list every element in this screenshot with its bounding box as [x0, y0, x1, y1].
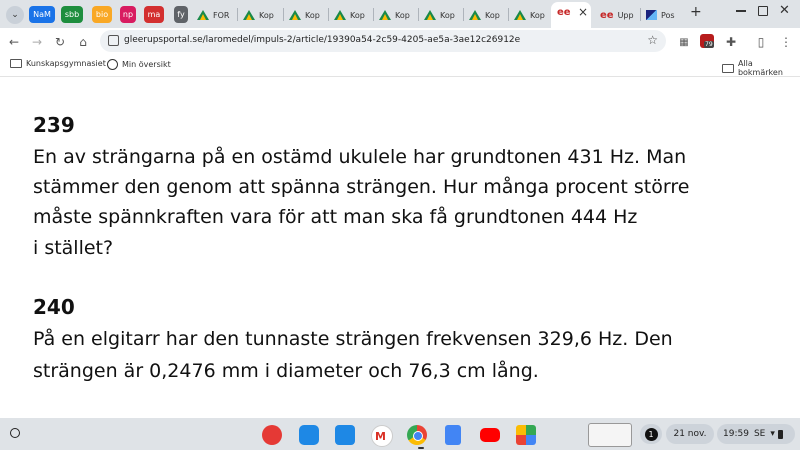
site-favicon-icon [646, 10, 657, 20]
tab-drive-kop-1[interactable]: Kop [243, 4, 274, 26]
tab-drive-kop-4[interactable]: Kop [379, 4, 410, 26]
drive-icon [243, 10, 255, 20]
tab-drive-kop-2[interactable]: Kop [289, 4, 320, 26]
browser-toolbar [0, 28, 800, 54]
tab-separator [237, 8, 238, 21]
tab-upp[interactable]: ee Upp [600, 9, 634, 21]
bookmark-star-icon[interactable]: ☆ [647, 33, 658, 47]
palette-app-icon[interactable] [262, 425, 282, 445]
notification-counter[interactable]: 1 [640, 424, 662, 444]
extension-icon[interactable]: ▦ [679, 36, 689, 48]
pinned-tab-ma[interactable]: ma [144, 6, 164, 23]
running-indicator [418, 447, 424, 449]
youtube-app-icon[interactable] [480, 428, 500, 442]
site-icon [107, 59, 118, 70]
ee-favicon-icon: ee [557, 7, 571, 18]
chrome-app-icon[interactable] [407, 425, 427, 445]
maximize-icon[interactable] [758, 6, 768, 16]
ee-favicon-icon: ee [600, 9, 614, 21]
tab-pos[interactable]: Pos [646, 4, 675, 26]
classroom-app-icon[interactable] [299, 425, 319, 445]
drive-icon [424, 10, 436, 20]
date-tray[interactable]: 21 nov. [666, 424, 714, 444]
drive-icon [469, 10, 481, 20]
tab-separator [640, 8, 641, 21]
tab-separator [508, 8, 509, 21]
bookmark-min-oversikt[interactable]: Min översikt [107, 59, 171, 70]
extensions-puzzle-icon[interactable]: ✚ [725, 35, 737, 49]
battery-icon [778, 430, 783, 439]
home-icon[interactable]: ⌂ [79, 35, 87, 49]
locale-indicator: SE [753, 429, 766, 439]
problem-text-line: måste spännkraften vara för att man ska få grundtonen 444 Hz [33, 206, 638, 228]
problem-text-line: På en elgitarr har den tunnaste strängen frekvensen 329,6 Hz. Den [33, 328, 673, 350]
tab-drive-kop-6[interactable]: Kop [469, 4, 500, 26]
tab-drive-kop-5[interactable]: Kop [424, 4, 455, 26]
tab-strip [0, 0, 800, 28]
site-info-icon[interactable] [108, 35, 119, 46]
pinned-tab-np[interactable]: np [120, 6, 136, 23]
back-icon[interactable]: ← [8, 35, 20, 49]
tab-drive-for[interactable]: FOR [197, 4, 229, 26]
drive-icon [514, 10, 526, 20]
gmail-app-icon[interactable]: M [371, 425, 393, 447]
drive-icon [379, 10, 391, 20]
active-tab[interactable] [551, 2, 591, 28]
bookmark-kunskapsgymnasiet[interactable]: Kunskapsgymnasiet [10, 59, 106, 68]
problem-number: 240 [33, 295, 75, 319]
tab-search-chevron-icon[interactable]: ⌄ [6, 6, 24, 24]
tab-separator [418, 8, 419, 21]
minimize-icon[interactable] [736, 10, 746, 12]
extension-badge-icon[interactable] [700, 34, 714, 48]
new-tab-button[interactable]: + [690, 4, 702, 20]
tab-separator [328, 8, 329, 21]
address-bar[interactable] [100, 30, 666, 52]
drive-icon [334, 10, 346, 20]
pinned-tab-sbb[interactable]: sbb [61, 6, 83, 23]
tab-separator [373, 8, 374, 21]
docs-app-icon[interactable] [445, 425, 461, 445]
problem-text-line: stämmer den genom att spänna strängen. Hur många procent större [33, 176, 690, 198]
tab-drive-kop-3[interactable]: Kop [334, 4, 365, 26]
tab-separator [463, 8, 464, 21]
bookmarks-bar [0, 54, 800, 77]
files-app-icon[interactable] [335, 425, 355, 445]
tote-thumbnail[interactable] [588, 423, 632, 447]
close-window-icon[interactable]: ✕ [779, 3, 790, 18]
pinned-tab-fy[interactable]: fy [174, 6, 188, 23]
status-tray[interactable] [717, 424, 795, 444]
problem-number: 239 [33, 113, 75, 137]
wifi-icon: ▾ [770, 429, 775, 439]
play-store-app-icon[interactable] [516, 425, 536, 445]
tab-separator [283, 8, 284, 21]
folder-icon [722, 64, 734, 73]
drive-icon [289, 10, 301, 20]
os-shelf [0, 418, 800, 450]
pinned-tab-nam[interactable]: NaM [29, 6, 55, 23]
tab-drive-kop-7[interactable]: Kop [514, 4, 545, 26]
page-content [0, 77, 800, 418]
extension-badge-count: 79 [705, 41, 713, 48]
url-text[interactable]: gleerupsportal.se/laromedel/impuls-2/article/19390a54-2c59-4205-ae5a-3ae12c26912e [124, 35, 521, 45]
launcher-icon[interactable] [10, 428, 20, 438]
all-bookmarks[interactable]: Alla bokmärken [722, 59, 800, 77]
menu-icon[interactable]: ⋮ [780, 35, 792, 49]
folder-icon [10, 59, 22, 68]
problem-text-line: i stället? [33, 237, 114, 259]
close-tab-icon[interactable]: × [578, 5, 589, 19]
pinned-tab-bio[interactable]: bio [92, 6, 112, 23]
side-panel-icon[interactable]: ▯ [757, 35, 765, 49]
problem-text-line: strängen är 0,2476 mm i diameter och 76,3 cm lång. [33, 360, 539, 382]
clock-time: 19:59 [723, 429, 749, 439]
problem-text-line: En av strängarna på en ostämd ukulele har grundtonen 431 Hz. Man [33, 146, 687, 168]
reload-icon[interactable]: ↻ [54, 35, 66, 49]
forward-icon[interactable]: → [31, 35, 43, 49]
drive-icon [197, 10, 209, 20]
